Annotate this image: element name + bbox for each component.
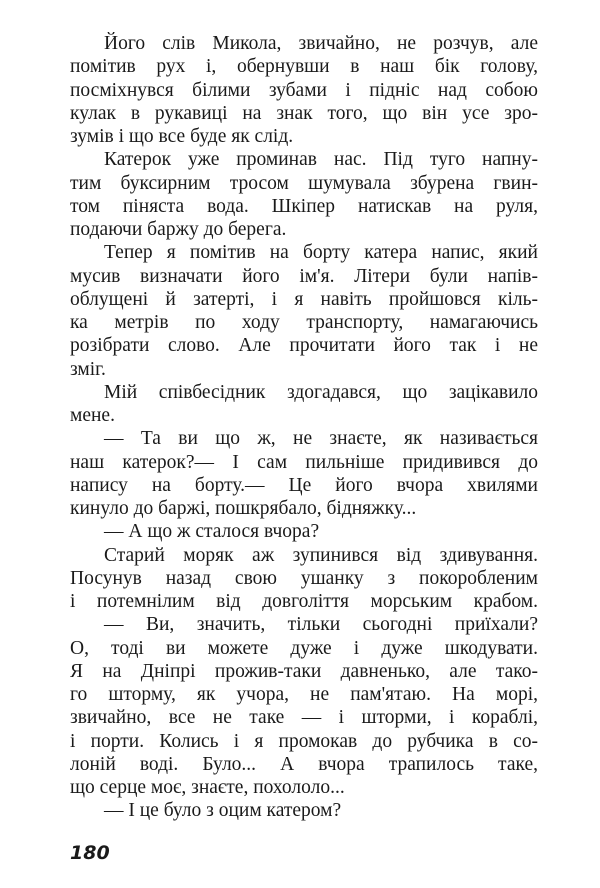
text-line: — Ви, значить, тільки сьогодні приїхали?: [104, 614, 538, 636]
text-line: О, тоді ви можете дуже і дуже шкодувати.: [70, 637, 538, 659]
text-line: тим буксирним тросом шумувала збурена гвин-: [70, 172, 538, 194]
text-line: Тепер я помітив на борту катера напис, який: [104, 242, 538, 264]
text-line: том піняста вода. Шкіпер натискав на руля,: [70, 195, 538, 217]
text-line: Старий моряк аж зупинився від здивування.: [104, 544, 538, 566]
text-line: ка метрів по ходу транспорту, намагаючись: [70, 312, 538, 333]
text-line: облущені й затерті, і я навіть пройшовся кіль-: [70, 288, 538, 310]
page-number: 180: [70, 842, 110, 864]
text-line: і потемнілим від довголіття морським крабом.: [70, 591, 538, 612]
text-line: подаючи баржу до берега.: [70, 219, 287, 240]
text-line: — А що ж сталося вчора?: [104, 521, 320, 543]
page-body-text: [70, 32, 538, 823]
text-line: розібрати слово. Але прочитати його так і не: [70, 335, 538, 357]
text-line: зміг.: [70, 358, 106, 380]
text-line: кулак в рукавиці на знак того, що він усе зро-: [70, 102, 538, 124]
text-line: посміхнувся білими зубами і підніс над собою: [70, 79, 538, 101]
text-line: напису на борту.— Це його вчора хвилями: [70, 474, 538, 496]
text-line: мене.: [70, 405, 115, 426]
text-line: — Та ви що ж, не знаєте, як називається: [104, 428, 538, 450]
text-line: кинуло до баржі, пошкрябало, бідняжку...: [70, 498, 417, 519]
text-line: го шторму, як учора, не пам'ятаю. На морі,: [70, 684, 538, 705]
text-line: мусив визначати його ім'я. Літери були напів-: [70, 265, 538, 287]
text-line: Я на Дніпрі прожив-таки давненько, але тако-: [70, 660, 538, 682]
text-line: Посунув назад свою ушанку з покоробленим: [70, 567, 538, 589]
text-line: Мій співбесідник здогадався, що зацікавило: [104, 381, 538, 403]
text-line: звичайно, все не таке — і шторми, і кораблі,: [70, 707, 538, 729]
text-line: наш катерок?— І сам пильніше придивився до: [70, 451, 538, 473]
text-line: помітив рух і, обернувши в наш бік голову,: [70, 56, 538, 78]
text-line: зумів і що все буде як слід.: [70, 126, 294, 147]
text-line: і порти. Колись і я промокав до рубчика в со-: [70, 730, 538, 752]
text-line: Його слів Микола, звичайно, не розчув, але: [104, 33, 538, 54]
text-line: лоній воді. Було... А вчора трапилось таке,: [70, 753, 538, 775]
text-line: — І це було з оцим катером?: [104, 800, 342, 822]
text-line: Катерок уже проминав нас. Під туго напну-: [104, 149, 538, 171]
text-line: що серце моє, знаєте, похололо...: [70, 777, 345, 798]
